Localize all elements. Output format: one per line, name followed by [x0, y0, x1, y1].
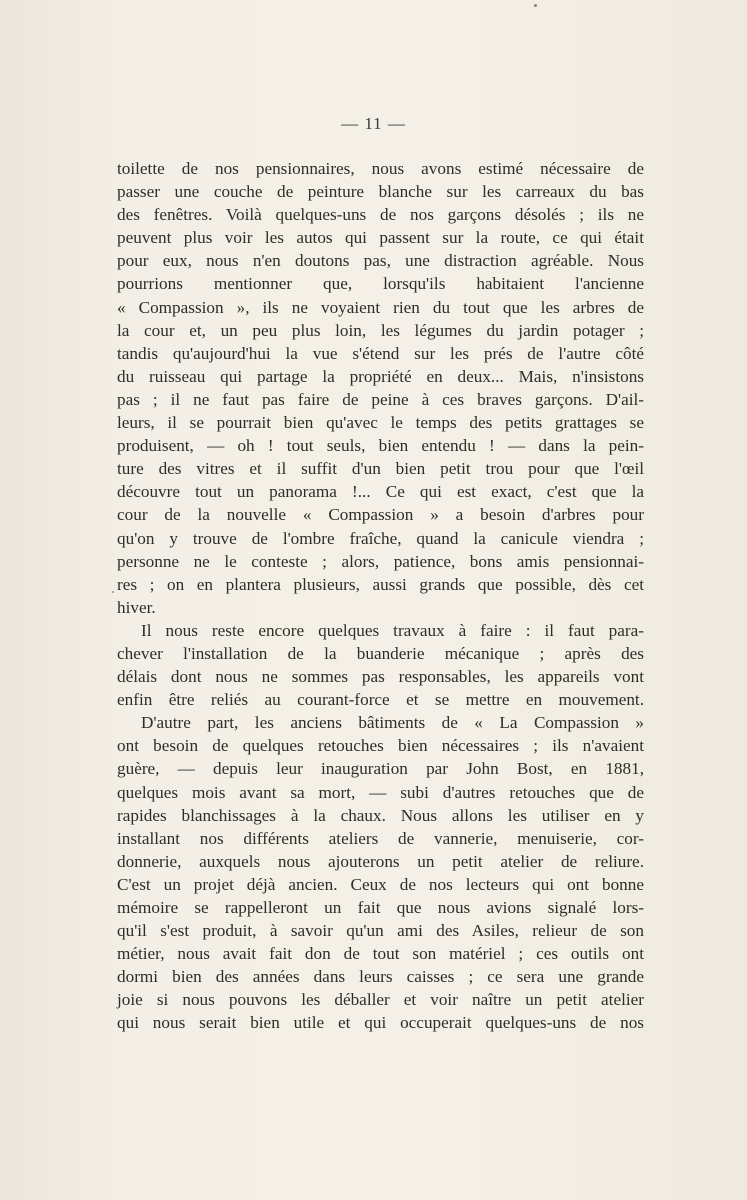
text-line: installant nos différents ateliers de vannerie, menuiserie, cor-	[117, 828, 644, 848]
text-line: la cour et, un peu plus loin, les légumes du jardin potager ;	[117, 320, 644, 340]
paper-speck	[534, 4, 537, 7]
text-line: leurs, il se pourrait bien qu'avec le temps des petits grattages se	[117, 413, 644, 433]
text-line: pourrions mentionner que, lorsqu'ils habitaient l'ancienne	[117, 274, 644, 294]
text-line: cour de la nouvelle « Compassion » a besoin d'arbres pour	[117, 505, 644, 525]
text-line: guère, — depuis leur inauguration par John Bost, en 1881,	[117, 759, 644, 779]
text-line: découvre tout un panorama !... Ce qui est exact, c'est que la	[117, 482, 644, 502]
text-line: res ; on en plantera plusieurs, aussi grands que possible, dès cet	[117, 574, 644, 594]
text-line: quelques mois avant sa mort, — subi d'autres retouches que de	[117, 782, 644, 802]
text-line: chever l'installation de la buanderie mécanique ; après des	[117, 643, 644, 663]
text-line: joie si nous pouvons les déballer et voir naître un petit atelier	[117, 990, 644, 1010]
text-line: qui nous serait bien utile et qui occuperait quelques-uns de nos	[117, 1013, 644, 1033]
text-line: qu'on y trouve de l'ombre fraîche, quand la canicule viendra ;	[117, 528, 644, 548]
text-line: enfin être reliés au courant-force et se mettre en mouvement.	[117, 690, 644, 710]
text-line: D'autre part, les anciens bâtiments de « La Compassion »	[141, 713, 644, 733]
text-line: donnerie, auxquels nous ajouterons un petit atelier de reliure.	[117, 851, 644, 871]
page-number: — 11 —	[341, 114, 406, 133]
text-line: passer une couche de peinture blanche sur les carreaux du bas	[117, 182, 644, 202]
text-line: Il nous reste encore quelques travaux à faire : il faut para-	[141, 620, 644, 640]
text-line: rapides blanchissages à la chaux. Nous allons les utiliser en y	[117, 805, 644, 825]
text-line: tandis qu'aujourd'hui la vue s'étend sur les prés de l'autre côté	[117, 343, 644, 363]
text-line: pas ; il ne faut pas faire de peine à ces braves garçons. D'ail-	[117, 389, 644, 409]
text-line: du ruisseau qui partage la propriété en deux... Mais, n'insistons	[117, 366, 644, 386]
text-line: métier, nous avait fait don de tout son matériel ; ces outils ont	[117, 944, 644, 964]
text-line: toilette de nos pensionnaires, nous avons estimé nécessaire de	[117, 159, 644, 178]
text-line: produisent, — oh ! tout seuls, bien entendu ! — dans la pein-	[117, 436, 644, 456]
text-line: qu'il s'est produit, à savoir qu'un ami des Asiles, relieur de son	[117, 921, 644, 941]
text-line: personne ne le conteste ; alors, patience, bons amis pensionnai-	[117, 551, 644, 571]
text-line: ture des vitres et il suffit d'un bien petit trou pour que l'œil	[117, 459, 644, 479]
text-line: pour eux, nous n'en doutons pas, une distraction agréable. Nous	[117, 251, 644, 271]
text-line: peuvent plus voir les autos qui passent sur la route, ce qui était	[117, 228, 644, 248]
text-line: « Compassion », ils ne voyaient rien du tout que les arbres de	[117, 297, 644, 317]
text-line: mémoire se rappelleront un fait que nous avions signalé lors-	[117, 898, 644, 917]
paper-speck	[112, 591, 114, 593]
body-text	[117, 157, 644, 1035]
text-line: C'est un projet déjà ancien. Ceux de nos lecteurs qui ont bonne	[117, 874, 644, 894]
text-line: dormi bien des années dans leurs caisses ; ce sera une grande	[117, 967, 644, 987]
text-line: ont besoin de quelques retouches bien nécessaires ; ils n'avaient	[117, 736, 644, 756]
text-line: délais dont nous ne sommes pas responsables, les appareils vont	[117, 667, 644, 687]
text-line: des fenêtres. Voilà quelques-uns de nos garçons désolés ; ils ne	[117, 205, 644, 225]
text-line: hiver.	[117, 597, 156, 617]
